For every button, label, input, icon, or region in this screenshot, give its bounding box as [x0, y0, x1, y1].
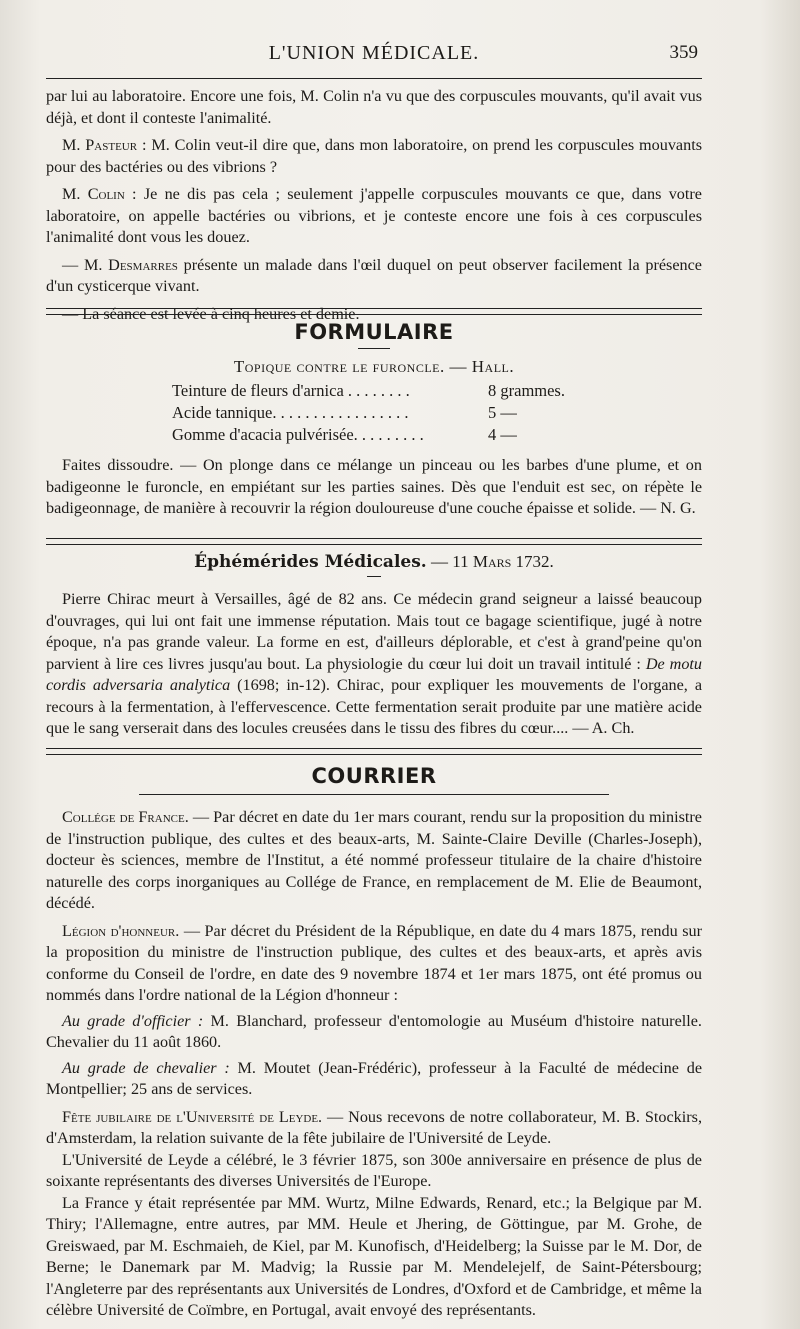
college-text: — Par décret en date du 1er mars courant, rendu sur la proposition du ministre de l'instruction publique, des cultes et des beaux-arts, M. Sainte-Claire Deville (Charles-Joseph), docteur ès sciences, membre de l'Institut, a été nommé professeur titulaire de la chaire d'histoire naturelle des corps inorganiques au Collége de France, en remplacement de M. Elie de Beaumont, décédé.: [46, 808, 702, 912]
ingredient-name: Acide tannique. . . . . . . . . . . . . . . . .: [172, 403, 409, 422]
college-label: Collége de France.: [62, 808, 189, 826]
chevalier-text: M. Moutet (Jean-Frédéric), professeur à la Faculté de médecine de Montpellier; 25 ans de services.: [46, 1058, 703, 1098]
colin-text: Je ne dis pas cela ; seulement j'appelle corpuscules mouvants ce que, dans votre laboratoire, on appelle bactéries ou vibrions, et je conteste encore une fois à ces corpuscules l'animalité dont vous les douez.: [46, 185, 702, 246]
ingredient-row: [172, 381, 592, 403]
ephemerides-date: — 11 Mars 1732.: [426, 552, 554, 571]
ingredient-list: [172, 381, 592, 449]
heading-rule: [358, 348, 390, 349]
ephemerides-text-b: (1698; in-12). Chirac, pour expliquer les mouvements de l'organe, a recours à la fermentation, à l'effervescence. Cette fermentation serait produite par une matière acide que le sang verserait dans des locules creusées dans le tissu des fibres du cœur.... — A. Ch.: [46, 676, 703, 737]
legion-paragraph: [46, 921, 702, 1007]
header-rule: [46, 78, 702, 79]
section-divider: [46, 538, 702, 545]
chevalier-paragraph: [46, 1058, 702, 1101]
leyde-label: Fête jubilaire de l'Université de Leyde.: [62, 1107, 323, 1126]
speaker-pasteur: M. Pasteur :: [62, 136, 147, 154]
chevalier-label: Au grade de chevalier :: [62, 1058, 230, 1077]
speaker-desmarres: Desmarres: [108, 255, 178, 274]
pasteur-paragraph: [46, 135, 702, 178]
formulaire-heading: FORMULAIRE: [294, 320, 454, 344]
officier-paragraph: [46, 1011, 702, 1054]
ingredient-qty: 5 —: [488, 403, 517, 422]
ingredient-qty: 8 grammes.: [488, 381, 565, 400]
formulaire-section: [46, 320, 702, 520]
ephemerides-text: [46, 589, 702, 740]
pasteur-text: M. Colin veut-il dire que, dans mon laboratoire, on prend les corpuscules mouvants pour des bactéries ou des vibrions ?: [46, 136, 702, 176]
ephemerides-heading: [46, 552, 702, 572]
page-number: 359: [669, 42, 698, 63]
ephemerides-section: [46, 552, 702, 740]
colin-paragraph: [46, 184, 702, 249]
heading-rule: [367, 576, 381, 577]
journal-title: L'UNION MÉDICALE.: [268, 42, 480, 64]
ephemerides-text-a: Pierre Chirac meurt à Versailles, âgé de 82 ans. Ce médecin grand seigneur a laissé beaucoup d'ouvrages, qui lui ont fait une immense réputation. Mais tout ce bagage scientifique, jugé à notre époque, n'a pas grande valeur. La forme en est, d'ailleurs déplorable, et c'est à grand'peine qu'on parvient à lire ces livres jusqu'au bout. La physiologie du cœur lui doit un travail intitulé :: [46, 590, 702, 673]
officier-text: M. Blanchard, professeur d'entomologie au Muséum d'histoire naturelle. Chevalier du 11 août 1860.: [46, 1011, 702, 1051]
ingredient-name: Gomme d'acacia pulvérisée. . . . . . . . .: [172, 425, 424, 444]
courrier-heading: COURRIER: [311, 764, 437, 788]
courrier-section: [46, 764, 702, 1322]
recipe-instructions: Faites dissoudre. — On plonge dans ce mélange un pinceau ou les barbes d'une plume, et on badigeonne le furoncle, en empiétant sur les parties saines. Dès que l'enduit est sec, on répète le badigeonnage, de manière à recouvrir la région douloureuse d'une couche épaisse et solide. — N. G.: [46, 456, 702, 517]
desmarres-text: présente un malade dans l'œil duquel on peut observer facilement la présence d'un cysticerque vivant.: [46, 255, 702, 295]
leyde-text: — Nous recevons de notre collaborateur, M. B. Stockirs, d'Amsterdam, la relation suivante de la fête jubilaire de l'Université de Leyde.: [46, 1107, 702, 1147]
college-paragraph: [46, 807, 702, 915]
seance-paragraph: par lui au laboratoire. Encore une fois, M. Colin n'a vu que des corpuscules mouvants, qu'il avait vus déjà, et dont il conteste l'animalité.: [46, 87, 702, 127]
ingredient-qty: 4 —: [488, 425, 517, 444]
officier-label: Au grade d'officier :: [62, 1011, 204, 1030]
legion-label: Légion d'honneur.: [62, 921, 180, 940]
recipe-title: Topique contre le furoncle. — Hall.: [233, 357, 515, 376]
heading-rule: [139, 794, 609, 795]
leyde-paragraph: [46, 1107, 702, 1150]
ingredient-name: Teinture de fleurs d'arnica . . . . . . . .: [172, 381, 410, 400]
leyde-paragraph-3: La France y était représentée par MM. Wurtz, Milne Edwards, Renard, etc.; la Belgique par M. Thiry; l'Allemagne, entre autres, par MM. Heule et Jhering, de Göttingue, par M. Grohe, de Greiswaed, par M. Eschmaieh, de Kiel, par M. Kunofisch, d'Heidelberg; la Suisse par le M. Dor, de Berne; le Danemark par M. Madvig; la Russie par M. Mendelejelf, de Saint-Pétersbourg; l'Angleterre par des représentants aux Universités de Londres, d'Oxford et de Cambridge, et même la célèbre Université de Coïmbre, en Portugal, avait envoyé des représentants.: [46, 1193, 702, 1319]
leyde-paragraph-2: L'Université de Leyde a célébré, le 3 février 1875, son 300e anniversaire en présence de plus de soixante représentants des diverses Universités de l'Europe.: [46, 1150, 702, 1190]
section-divider: [46, 308, 702, 315]
ingredient-row: [172, 425, 592, 447]
desmarres-paragraph: [46, 255, 702, 298]
desmarres-prefix: — M.: [62, 255, 109, 274]
ingredient-row: [172, 403, 592, 425]
running-header: [46, 42, 702, 72]
speaker-colin: M. Colin :: [62, 185, 137, 203]
seance-closing: — La séance est levée à cinq heures et demie.: [62, 304, 360, 323]
legion-text: — Par décret du Président de la République, en date du 4 mars 1875, rendu sur la proposition du ministre de l'instruction publique, des cultes et des beaux-arts, et après avis conforme du Conseil de l'ordre, en date des 9 novembre 1874 et 1er mars 1875, ont été promus ou nommés dans l'ordre national de la Légion d'honneur :: [46, 921, 702, 1004]
seance-section: [46, 86, 702, 325]
work-title: De motu cordis adversaria analytica: [46, 654, 703, 694]
section-divider: [46, 748, 702, 755]
ephemerides-title: Éphémérides Médicales.: [194, 552, 427, 572]
